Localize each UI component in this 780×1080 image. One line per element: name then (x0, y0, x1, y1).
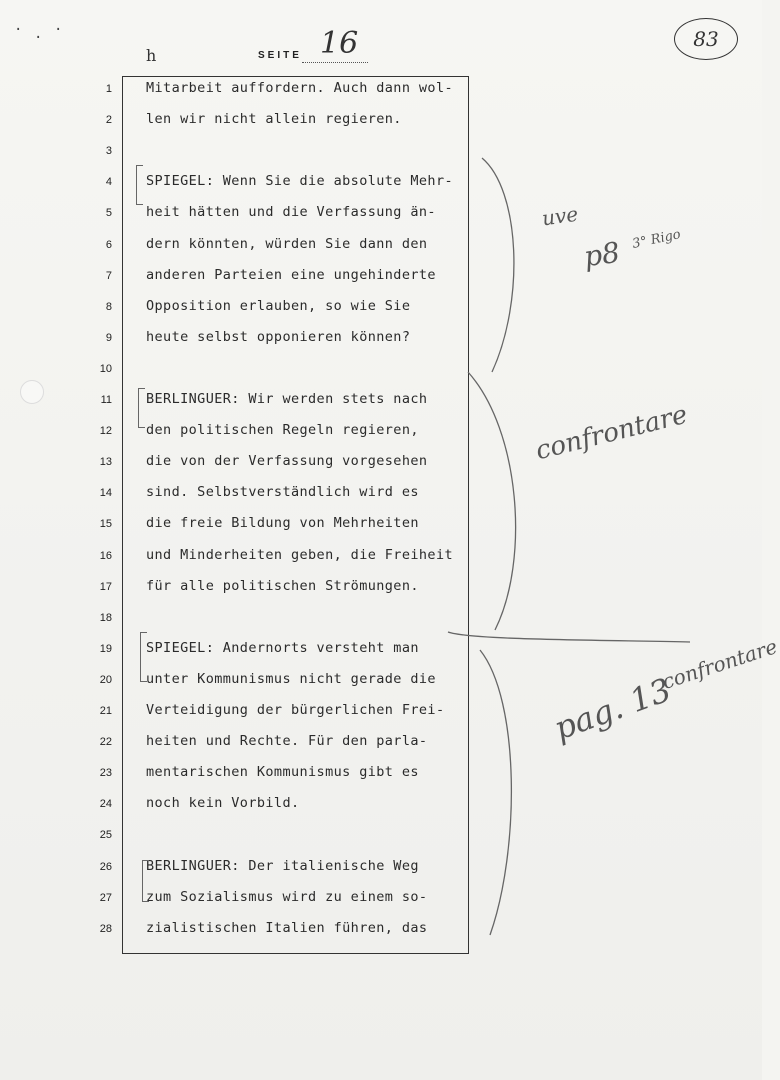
text-line: die freie Bildung von Mehrheiten (146, 515, 419, 532)
line-number: 5 (105, 207, 112, 220)
text-line: sind. Selbstverständlich wird es (146, 484, 419, 501)
line-number: 7 (105, 269, 112, 282)
text-line: dern könnten, würden Sie dann den (146, 235, 428, 252)
line-number: 22 (99, 736, 112, 749)
line-number: 12 (99, 425, 112, 438)
text-line: noch kein Vorbild. (146, 795, 300, 812)
margin-note: pag. 13 (549, 670, 676, 748)
margin-note: p8 (581, 235, 622, 274)
text-line: zialistischen Italien führen, das (146, 919, 428, 936)
margin-note: confrontare (532, 399, 691, 467)
line-number: 6 (105, 238, 112, 251)
text-line: SPIEGEL: Wenn Sie die absolute Mehr- (146, 173, 453, 190)
text-line: BERLINGUER: Wir werden stets nach (146, 391, 428, 407)
margin-note: uve (540, 201, 580, 231)
line-number: 13 (99, 456, 112, 469)
corner-dot: · (14, 22, 23, 38)
line-number: 28 (99, 922, 112, 935)
text-line: zum Sozialismus wird zu einem so- (146, 888, 428, 905)
line-number: 17 (99, 580, 112, 593)
line-number: 21 (99, 705, 112, 717)
text-line: den politischen Regeln regieren, (146, 422, 419, 439)
margin-note: confrontare (659, 634, 780, 694)
line-number: 20 (99, 673, 112, 686)
line-number: 14 (99, 487, 112, 500)
line-number: 16 (99, 549, 112, 562)
text-line: heit hätten und die Verfassung än- (146, 204, 436, 221)
corner-dot: · (54, 22, 63, 38)
text-line: Verteidigung der bürgerlichen Frei- (146, 702, 445, 718)
line-number: 9 (105, 331, 112, 344)
line-number: 3 (105, 145, 112, 158)
line-number: 15 (99, 518, 112, 531)
line-number: 10 (99, 362, 112, 375)
line-number: 1 (105, 83, 112, 95)
text-line: für alle politischen Strömungen. (146, 577, 419, 594)
text-line: unter Kommunismus nicht gerade die (146, 670, 436, 687)
line-number: 18 (99, 611, 112, 624)
line-number: 25 (99, 829, 112, 842)
seite-label: SEITE (258, 50, 302, 61)
line-number: 8 (105, 300, 112, 313)
line-number: 26 (99, 860, 112, 873)
line-number: 27 (99, 891, 112, 904)
corner-dot: · (34, 30, 43, 46)
text-line: heute selbst opponieren können? (146, 328, 411, 345)
line-number: 23 (99, 767, 112, 780)
line-number: 19 (99, 642, 112, 655)
margin-note: 3° Rigo (630, 227, 683, 252)
line-number: 24 (99, 798, 112, 811)
line-number: 4 (105, 176, 112, 189)
text-line: die von der Verfassung vorgesehen (146, 453, 428, 470)
text-line: Mitarbeit auffordern. Auch dann wol- (146, 80, 453, 96)
text-line: BERLINGUER: Der italienische Weg (146, 857, 419, 874)
header-mark: h (146, 46, 157, 65)
text-line: mentarischen Kommunismus gibt es (146, 764, 419, 781)
line-number: 2 (105, 114, 112, 127)
archive-number-circled: 83 (674, 18, 738, 60)
text-line: len wir nicht allein regieren. (146, 111, 402, 128)
text-line: SPIEGEL: Andernorts versteht man (146, 639, 419, 656)
text-line: anderen Parteien eine ungehinderte (146, 266, 436, 283)
text-line: heiten und Rechte. Für den parla- (146, 733, 428, 750)
text-line: und Minderheiten geben, die Freiheit (146, 546, 453, 563)
handwritten-page-number: 16 (320, 26, 359, 61)
line-number: 11 (100, 394, 112, 406)
text-line: Opposition erlauben, so wie Sie (146, 297, 411, 314)
